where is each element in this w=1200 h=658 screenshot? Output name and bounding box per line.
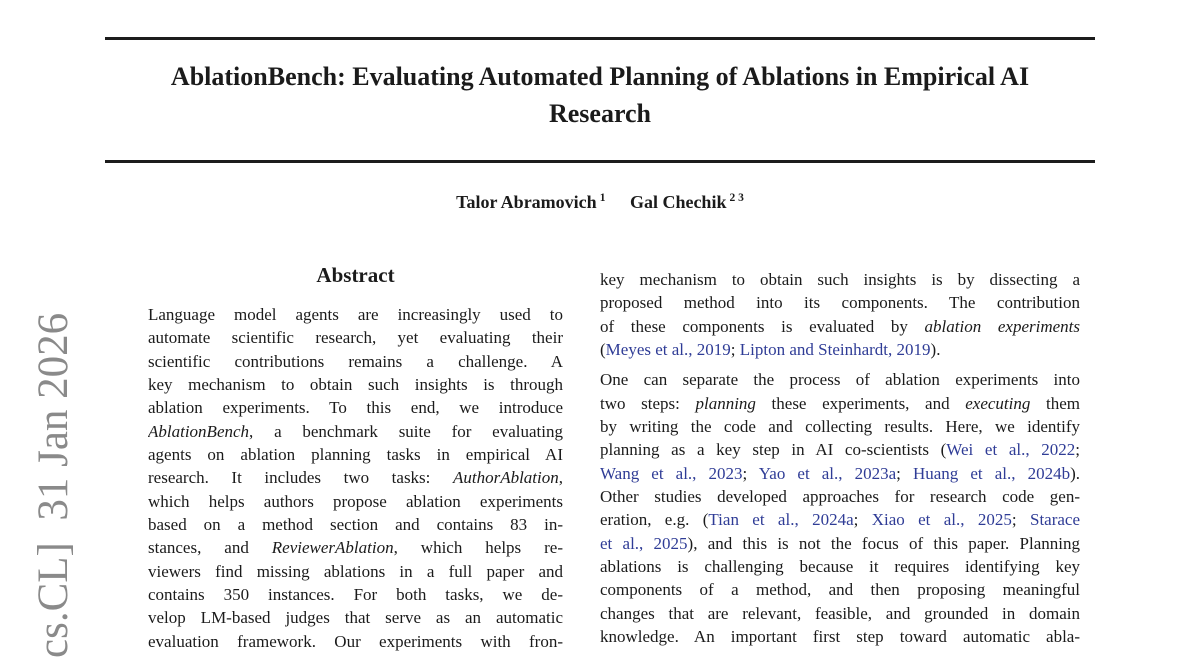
body-text: two steps:: [600, 393, 696, 413]
text-line: [148, 490, 563, 513]
citation-link[interactable]: Yao et al., 2023a: [758, 463, 897, 483]
body-text: key mechanism to obtain such insights is by dissecting a: [600, 270, 1080, 289]
body-text: them: [1030, 393, 1080, 413]
text-line: [600, 338, 1080, 361]
text-line: [600, 602, 1080, 625]
paper-title: [105, 58, 1095, 132]
author-2-affiliation: 2 3: [729, 192, 744, 204]
emphasized-text: ReviewerAblation: [271, 538, 394, 558]
text-line: [600, 368, 1080, 391]
citation-link[interactable]: Tian et al., 2024a: [708, 510, 854, 530]
text-line: [148, 560, 563, 583]
author-1: [456, 192, 605, 212]
body-text: viewers find missing ablations in a full paper and: [148, 561, 563, 581]
emphasized-text: AblationBench: [148, 421, 250, 441]
title-rule-top: [105, 37, 1095, 40]
text-line: [600, 438, 1080, 461]
text-line: [148, 606, 563, 629]
paper-title-line1: AblationBench: Evaluating Automated Planning of Ablations in Empirical AI: [170, 62, 1030, 91]
title-rule-bottom: [105, 160, 1095, 163]
body-text: ), and this is not the focus of this paper. Planning: [687, 533, 1080, 553]
text-line: [600, 555, 1080, 578]
body-text: ;: [730, 339, 740, 359]
text-line: [148, 396, 563, 419]
body-text: key mechanism to obtain such insights is through: [148, 374, 563, 394]
author-1-affiliation: 1: [599, 192, 606, 204]
author-2-name: Gal Chechik: [629, 192, 727, 212]
body-text: ;: [1075, 440, 1080, 460]
intro-paragraph-2: [600, 368, 1080, 648]
citation-link[interactable]: Huang et al., 2024b: [912, 463, 1071, 483]
left-column: [148, 262, 563, 653]
authors-line: [105, 192, 1095, 213]
text-line: [600, 268, 1080, 291]
text-line: [600, 291, 1080, 314]
citation-link[interactable]: Lipton and Steinhardt, 2019: [739, 339, 931, 359]
body-text: One can separate the process of ablation experiments into: [600, 370, 1080, 390]
body-text: eration, e.g. (: [600, 510, 709, 530]
body-text: , a benchmark suite for evaluating: [249, 421, 563, 441]
body-text: contains 350 instances. For both tasks, we de-: [148, 584, 563, 604]
text-line: [600, 508, 1080, 531]
text-line: [148, 303, 563, 326]
emphasized-text: executing: [965, 393, 1031, 413]
citation-link[interactable]: Meyes et al., 2019: [605, 339, 731, 359]
body-text: changes that are relevant, feasible, and grounded in domain: [600, 603, 1080, 623]
body-text: components of a method, and then proposing meaningful: [600, 580, 1080, 600]
body-text: Language model agents are increasingly used to: [148, 305, 563, 324]
body-text: based on a method section and contains 83 in-: [148, 514, 563, 534]
text-line: [148, 373, 563, 396]
text-line: [148, 350, 563, 373]
text-line: [148, 513, 563, 536]
text-line: [600, 532, 1080, 555]
body-text: ).: [930, 339, 941, 359]
body-text: which helps authors propose ablation experiments: [148, 491, 563, 511]
abstract-body: [148, 303, 563, 653]
citation-link[interactable]: Starace: [1029, 510, 1080, 530]
citation-link[interactable]: et al., 2025: [600, 533, 688, 553]
body-text: research. It includes two tasks:: [148, 468, 453, 488]
emphasized-text: AuthorAblation: [452, 468, 559, 488]
emphasized-text: ablation experiments: [924, 316, 1080, 336]
paper-title-line2: Research: [548, 99, 652, 128]
abstract-heading: Abstract: [316, 263, 395, 287]
body-text: of these components is evaluated by: [600, 316, 925, 336]
body-text: by writing the code and collecting results. Here, we identify: [600, 416, 1080, 436]
text-line: [600, 462, 1080, 485]
body-text: knowledge. An important first step toward automatic abla-: [600, 626, 1080, 646]
text-line: [600, 485, 1080, 508]
right-column: [600, 268, 1080, 655]
text-line: [600, 315, 1080, 338]
body-text: ablations is challenging because it requires identifying key: [600, 556, 1080, 576]
text-line: [600, 578, 1080, 601]
body-text: velop LM-based judges that serve as an automatic: [148, 608, 563, 628]
text-line: [148, 583, 563, 606]
text-line: [600, 625, 1080, 648]
citation-link[interactable]: Wang et al., 2023: [600, 463, 743, 483]
arxiv-watermark: cs.CL] 31 Jan 2026: [30, 312, 77, 658]
body-text: these experiments, and: [755, 393, 966, 413]
body-text: ;: [896, 463, 913, 483]
body-text: evaluation framework. Our experiments with fron-: [148, 631, 563, 651]
body-text: automate scientific research, yet evaluating their: [148, 328, 563, 348]
body-text: ).: [1070, 463, 1080, 483]
text-line: [148, 536, 563, 559]
text-line: [148, 443, 563, 466]
body-text: ablation experiments. To this end, we introduce: [148, 398, 563, 418]
text-line: [600, 415, 1080, 438]
citation-link[interactable]: Xiao et al., 2025: [871, 510, 1012, 530]
body-text: stances, and: [148, 538, 272, 558]
body-text: agents on ablation planning tasks in empirical AI: [148, 444, 563, 464]
text-line: [600, 392, 1080, 415]
body-text: , which helps re-: [393, 538, 563, 558]
body-text: ;: [742, 463, 759, 483]
body-text: ;: [853, 510, 872, 530]
text-line: [148, 420, 563, 443]
author-1-name: Talor Abramovich: [456, 192, 597, 212]
body-text: ,: [558, 468, 563, 488]
emphasized-text: planning: [695, 393, 756, 413]
author-2: [630, 192, 744, 212]
citation-link[interactable]: Wei et al., 2022: [946, 440, 1076, 460]
body-text: ;: [1011, 510, 1030, 530]
body-text: proposed method into its components. The contribution: [600, 293, 1080, 313]
text-line: [148, 326, 563, 349]
body-text: scientific contributions remains a challenge. A: [148, 351, 563, 371]
body-text: (: [600, 339, 606, 359]
intro-paragraph-1: [600, 268, 1080, 361]
text-line: [148, 630, 563, 653]
body-text: Other studies developed approaches for research code gen-: [600, 486, 1080, 506]
body-text: planning as a key step in AI co-scientists (: [600, 440, 947, 460]
text-line: [148, 466, 563, 489]
